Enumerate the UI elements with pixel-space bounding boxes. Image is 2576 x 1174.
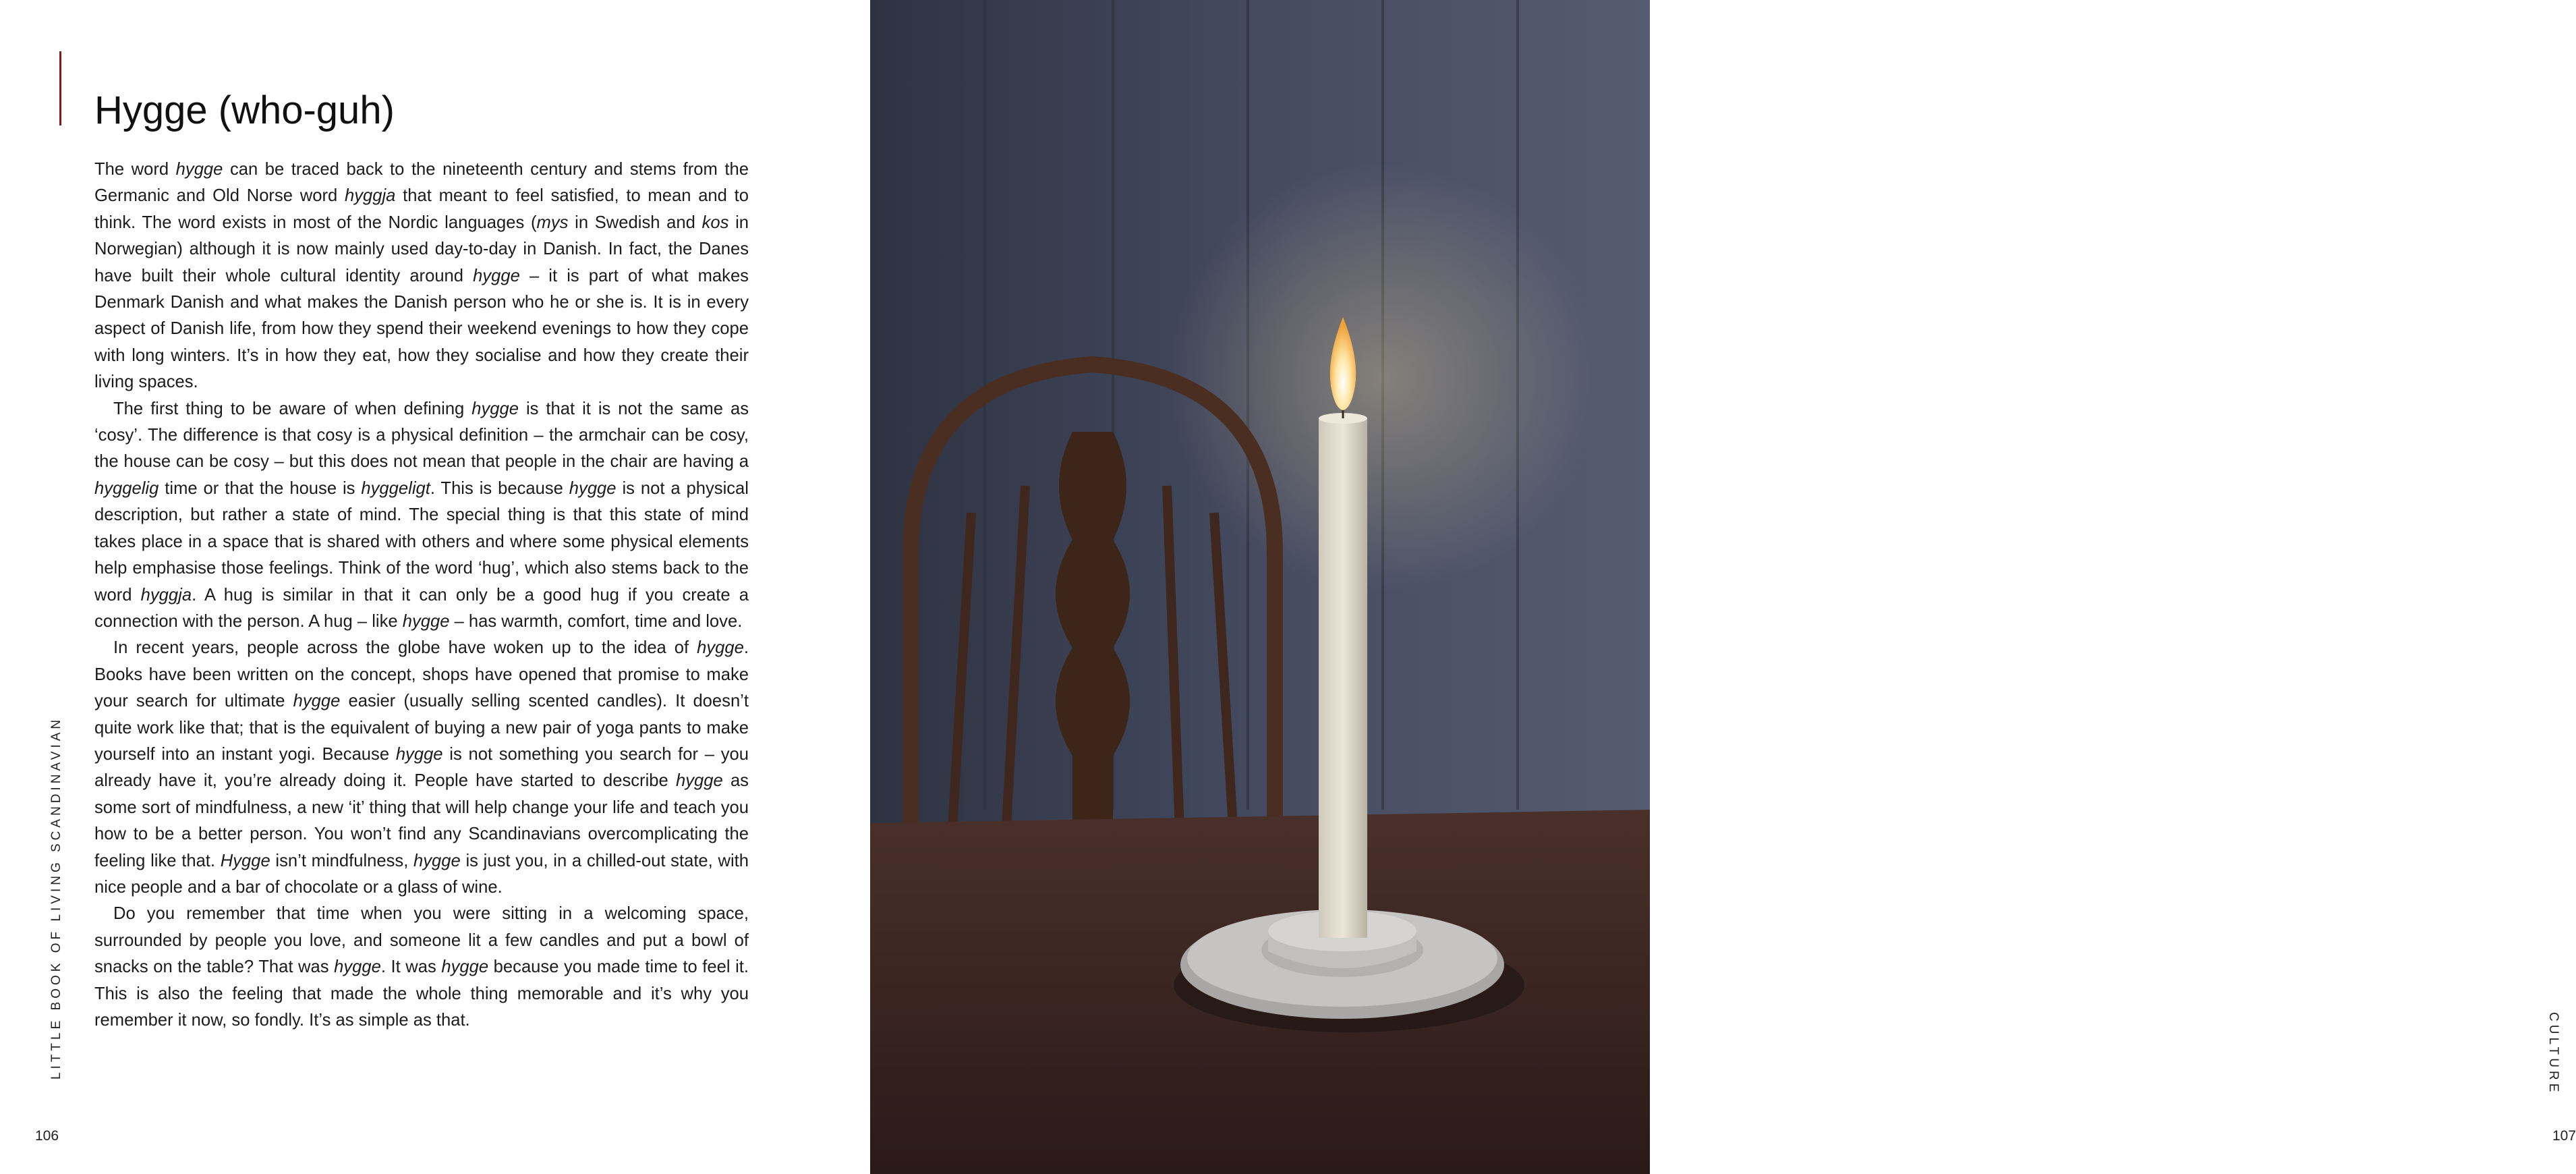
text-run: The word — [94, 160, 176, 179]
text-run: is not a physical description, but rather a state of mind. The special thing is that this state of mind takes place in a space that is shared with others and where some physical elements help emphasise those feelings. Think of the word ‘hug’, which also stems back to the word — [94, 478, 749, 605]
italic-term: hygge — [293, 692, 341, 711]
body-paragraph — [94, 901, 749, 1034]
page-number-left: 106 — [35, 1128, 59, 1144]
text-run: can be traced back to the nineteenth century and stems from the Germanic and Old Norse word — [94, 160, 749, 206]
text-run: – has warmth, comfort, time and love. — [449, 611, 743, 631]
text-run: The first thing to be aware of when defining — [113, 399, 472, 418]
right-page — [870, 0, 2576, 1174]
italic-term: hyggja — [344, 186, 396, 206]
text-run: . It was — [380, 957, 442, 977]
body-paragraph — [94, 635, 749, 901]
italic-term: hygge — [402, 611, 450, 631]
italic-term: hyggeligt — [361, 478, 430, 498]
text-run: that meant to feel satisfied, to mean and to think. The word exists in most of the Nordic languages ( — [94, 186, 749, 232]
candle-photo — [870, 0, 1650, 1174]
italic-term: mys — [536, 213, 569, 232]
body-text — [94, 157, 749, 1034]
text-run: isn’t mindfulness, — [270, 851, 414, 870]
italic-term: hygge — [175, 160, 223, 179]
italic-term: Hygge — [220, 851, 270, 870]
italic-term: kos — [702, 213, 729, 232]
italic-term: hygge — [441, 957, 489, 977]
text-run: is not something you search for – you already have it, you’re already doing it. People have started to describe — [94, 744, 749, 791]
italic-term: hygge — [675, 771, 723, 791]
text-run: is just you, in a chilled-out state, with nice people and a bar of chocolate or a glass of wine. — [94, 851, 749, 897]
left-page — [0, 0, 870, 1174]
text-run: time or that the house is — [159, 478, 362, 498]
text-run: . This is because — [430, 478, 569, 498]
italic-term: hyggelig — [94, 478, 159, 498]
running-head-section: CULTURE — [2546, 1012, 2560, 1096]
page-number-right: 107 — [2552, 1128, 2576, 1144]
accent-rule — [59, 51, 61, 125]
text-run: because you made time to feel it. This is also the feeling that made the whole thing memorable and it’s why you remember it now, so fondly. It’s as simple as that. — [94, 957, 749, 1030]
text-run: in Swedish and — [568, 213, 702, 232]
body-paragraph — [94, 396, 749, 636]
text-run: In recent years, people across the globe have woken up to the idea of — [113, 638, 697, 658]
italic-term: hygge — [569, 478, 617, 498]
text-run: is that it is not the same as ‘cosy’. The difference is that cosy is a physical definition – the armchair can be cosy, the house can be cosy – but this does not mean that people in the chair are having a — [94, 399, 749, 472]
running-head-book-title: LITTLE BOOK OF LIVING SCANDINAVIAN — [49, 716, 63, 1080]
text-run: Do you remember that time when you were sitting in a welcoming space, surrounded by people you love, and someone lit a few candles and put a bowl of snacks on the table? That was — [94, 904, 749, 977]
text-run: . Books have been written on the concept, shops have opened that promise to make your search for ultimate — [94, 638, 749, 711]
text-run: – it is part of what makes Denmark Danish and what makes the Danish person who he or she is. It is in every aspect of Danish life, from how they spend their weekend evenings to how they cope with long winters. It’s in how they eat, how they socialise and how they create their living spaces. — [94, 266, 749, 392]
text-run: in Norwegian) although it is now mainly used day-to-day in Danish. In fact, the Danes have built their whole cultural identity around — [94, 213, 749, 285]
italic-term: hygge — [697, 638, 744, 658]
italic-term: hygge — [334, 957, 381, 977]
text-run: as some sort of mindfulness, a new ‘it’ thing that will help change your life and teach you how to be a better person. You won’t find any Scandinavians overcomplicating the feeling like that. — [94, 771, 749, 870]
text-run: easier (usually selling scented candles). It doesn’t quite work like that; that is the equivalent of buying a new pair of yoga pants to make yourself into an instant yogi. Because — [94, 692, 749, 764]
italic-term: hygge — [473, 266, 520, 285]
text-run: . A hug is similar in that it can only be a good hug if you create a connection with the person. A hug – like — [94, 585, 749, 631]
italic-term: hygge — [395, 744, 443, 764]
italic-term: hygge — [413, 851, 461, 870]
body-paragraph — [94, 157, 749, 396]
italic-term: hyggja — [140, 585, 192, 605]
page-title: Hygge (who-guh) — [94, 88, 395, 132]
italic-term: hygge — [471, 399, 519, 418]
